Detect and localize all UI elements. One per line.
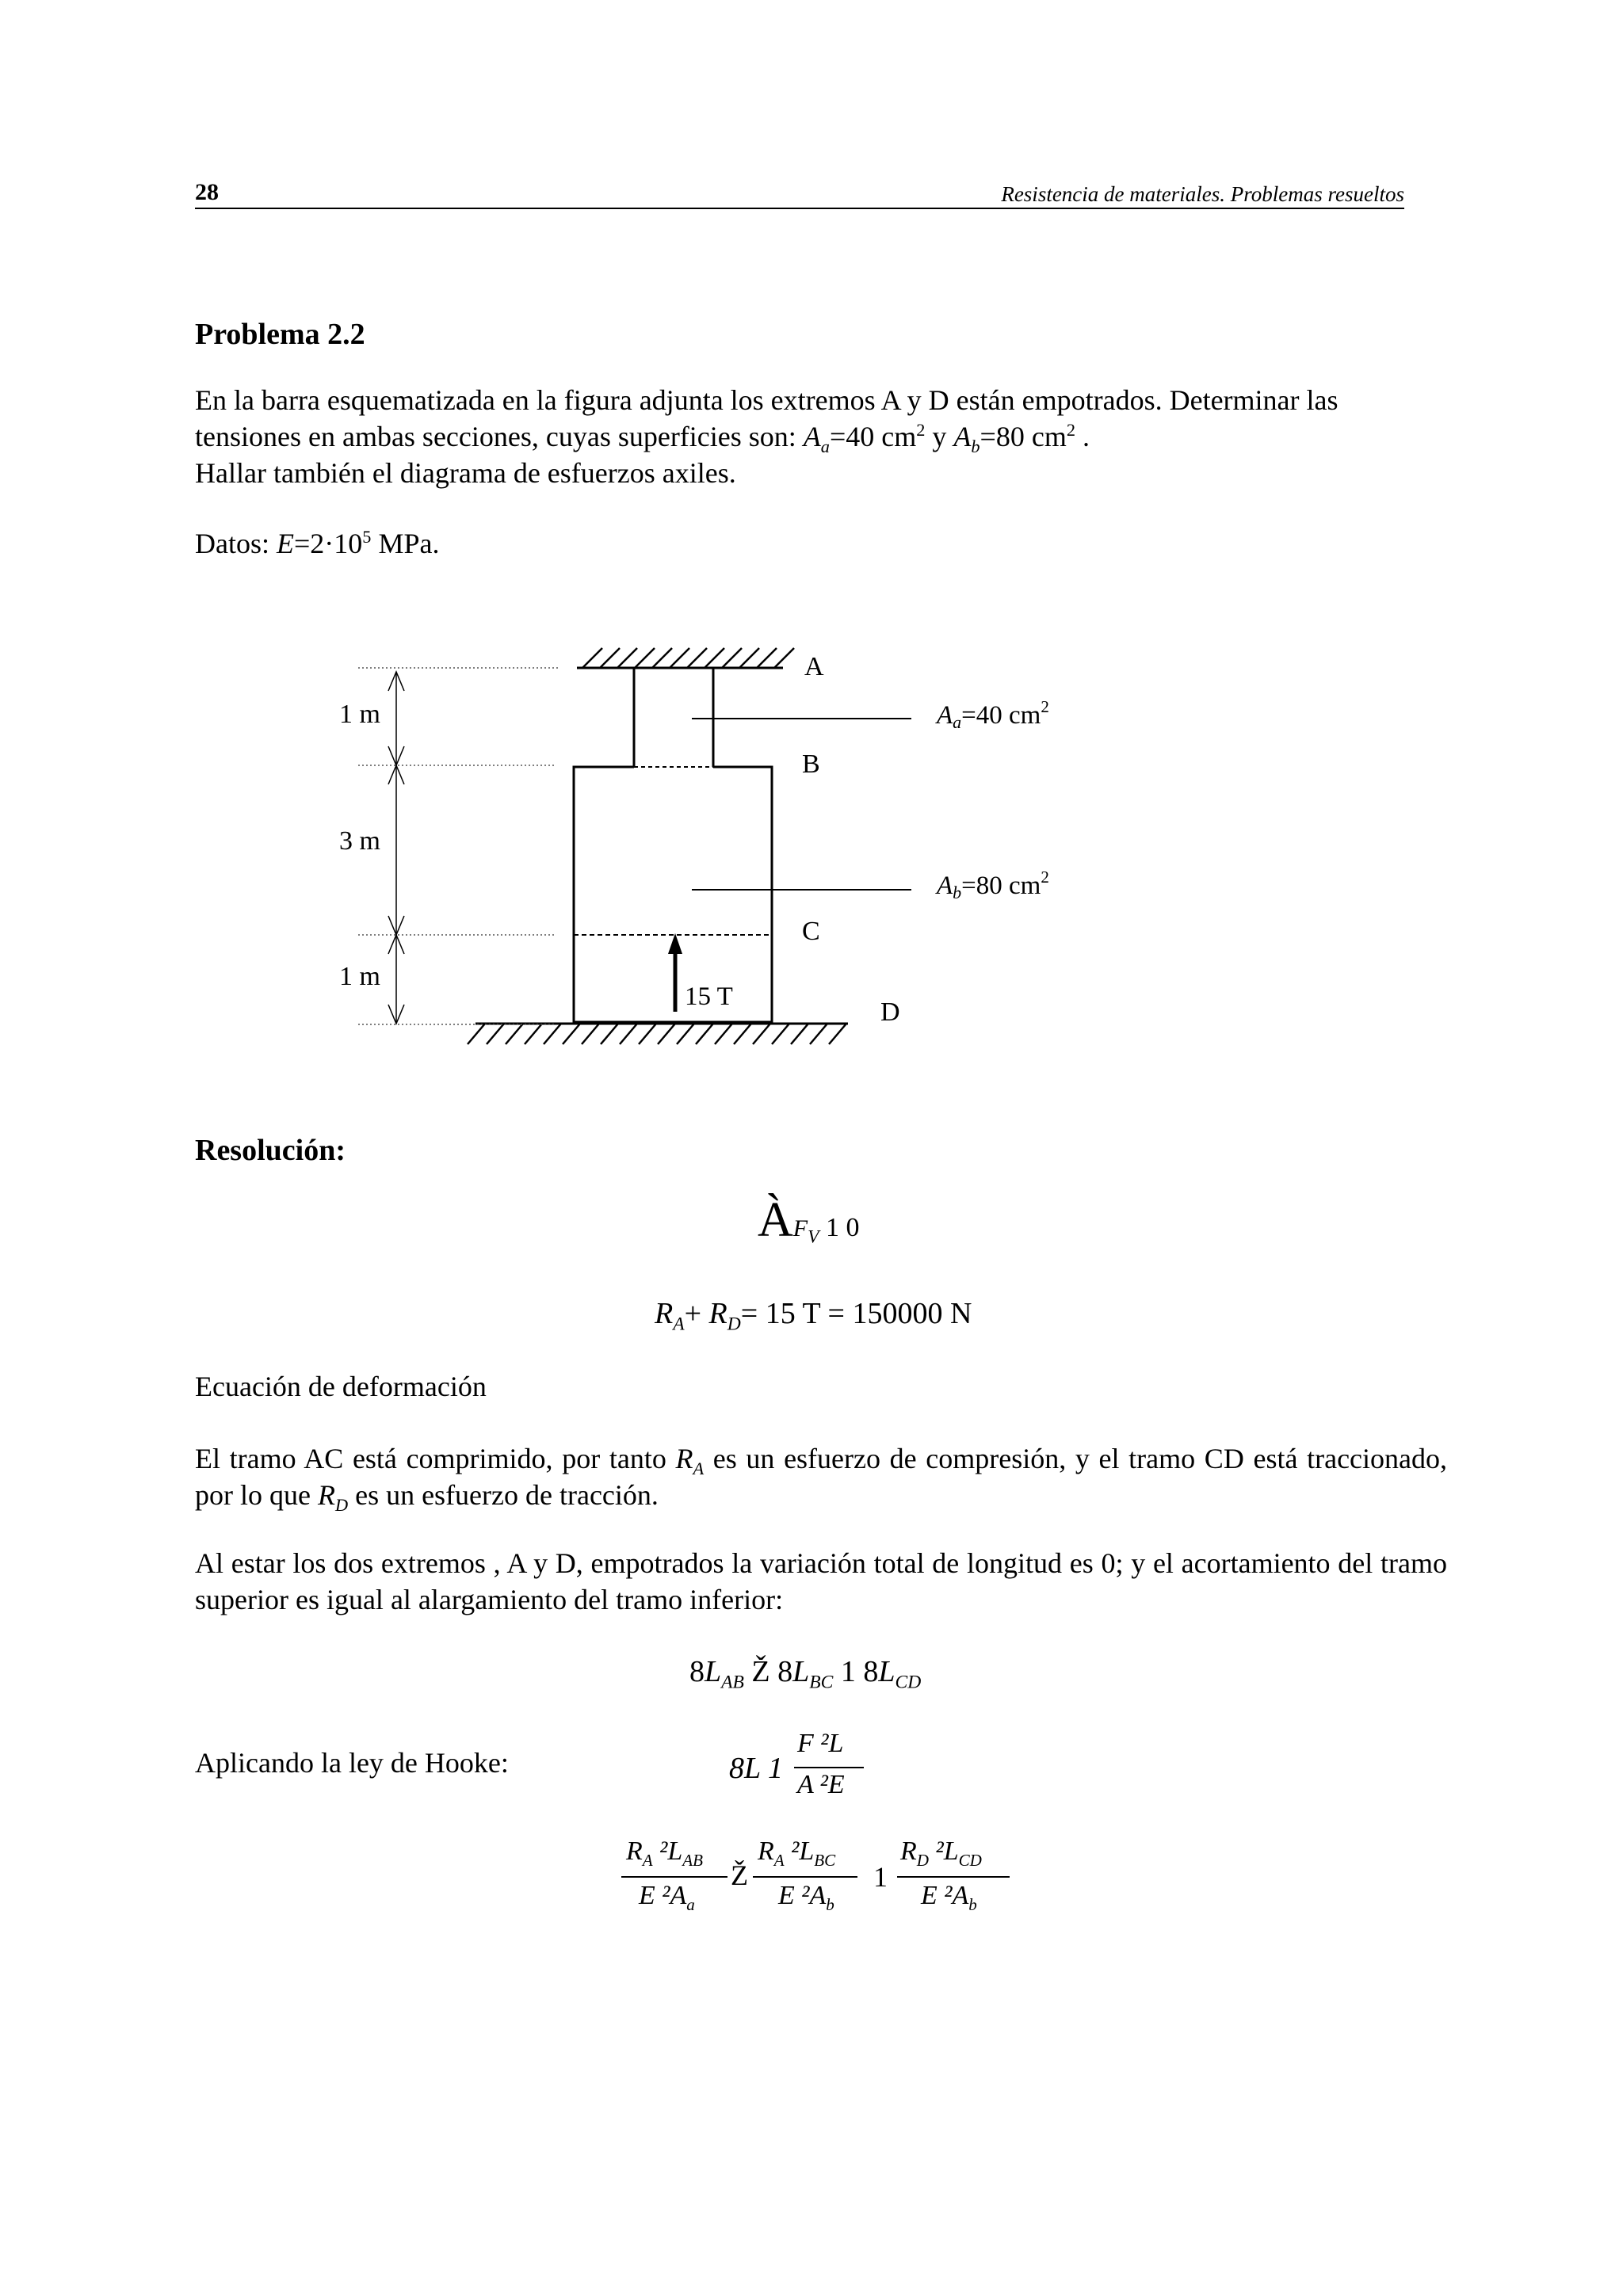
force-arrow-head bbox=[668, 933, 682, 954]
frac-op-2: 1 bbox=[873, 1861, 888, 1893]
data-line: Datos: $E=2\cdot 10^5$ MPa. bbox=[195, 527, 440, 559]
dimension-1m-top: 1 m bbox=[339, 700, 380, 729]
bar-figure bbox=[317, 634, 1109, 1077]
hooke-lhs: 8L 1 bbox=[729, 1752, 783, 1785]
label-d: D bbox=[880, 997, 900, 1027]
header-rule bbox=[195, 208, 1404, 209]
paragraph-compression: El tramo AC está comprimido, por tanto $R_A$ es un esfuerzo de compresión, y el tramo CD está traccionado, por lo que $R_D$ es un esfuerzo de tracción. bbox=[195, 1443, 1448, 1516]
force-label: 15 T bbox=[685, 982, 733, 1011]
frac3-denominator: E $^2A_b$ bbox=[921, 1881, 977, 1914]
dimension-reference-lines bbox=[358, 668, 559, 1024]
frac2-numerator: $R_A$ $^2L_{BC}$ bbox=[758, 1836, 836, 1870]
reaction-sum-equation: $R_A+ R_D= 15$ T = 150000 N bbox=[655, 1297, 972, 1335]
deformation-equation: $8L_{AB}$ Ž $8L_{BC}$ 1 $8L_{CD}$ bbox=[689, 1655, 922, 1693]
frac2-bar bbox=[753, 1876, 857, 1878]
label-c: C bbox=[802, 917, 820, 946]
problem-statement bbox=[195, 382, 1447, 491]
frac3-numerator: $R_D$ $^2L_{CD}$ bbox=[900, 1836, 982, 1870]
label-a: A bbox=[804, 652, 824, 681]
deformation-title: Ecuación de deformación bbox=[195, 1371, 487, 1402]
statement-line-1: En la barra esquematizada en la figura adjunta los extremos A y D están empotrados. Determinar las bbox=[195, 384, 1338, 416]
hooke-formula bbox=[729, 1729, 872, 1822]
page-number: 28 bbox=[195, 179, 219, 205]
area-b-label: Ab=80 $cm^2$ bbox=[937, 868, 1049, 902]
section-bd-outline bbox=[574, 767, 772, 1022]
top-wall-hatch bbox=[582, 648, 794, 668]
statement-line-3: Hallar también el diagrama de esfuerzos axiles. bbox=[195, 457, 736, 489]
hooke-fraction-bar bbox=[794, 1767, 864, 1768]
area-a-label: Aa=40 $cm^2$ bbox=[937, 697, 1049, 732]
dimension-3m: 3 m bbox=[339, 826, 380, 856]
frac1-numerator: $R_A$ $^2L_{AB}$ bbox=[626, 1836, 704, 1870]
running-header-title: Resistencia de materiales. Problemas resueltos bbox=[1001, 182, 1404, 206]
equilibrium-equation: $ÀF_V$ 1 0 bbox=[758, 1193, 860, 1248]
label-b: B bbox=[802, 749, 820, 779]
frac1-denominator: E $^2A_a$ bbox=[639, 1881, 695, 1914]
problem-title: Problema 2.2 bbox=[195, 318, 365, 351]
frac-op-1: Ž bbox=[731, 1859, 748, 1891]
resolution-title: Resolución: bbox=[195, 1134, 346, 1167]
hooke-equation bbox=[621, 1836, 1033, 1932]
paragraph-fixed-ends: Al estar los dos extremos , A y D, empotrados la variación total de longitud es 0; y el acortamiento del tramo superior es igual al alargamiento del tramo inferior: bbox=[195, 1547, 1447, 1615]
bottom-wall-hatch bbox=[468, 1024, 846, 1044]
hooke-denominator: A ²E bbox=[797, 1770, 845, 1799]
frac2-denominator: E $^2A_b$ bbox=[778, 1881, 834, 1914]
dimension-1m-bottom: 1 m bbox=[339, 962, 380, 991]
frac3-bar bbox=[897, 1876, 1010, 1878]
hooke-label: Aplicando la ley de Hooke: bbox=[195, 1747, 509, 1779]
statement-line-2: tensiones en ambas secciones, cuyas superficies son: $A_a=40$ $cm^2$ y $A_b=80$ $cm^2$ . bbox=[195, 420, 1090, 457]
hooke-numerator: F ²L bbox=[797, 1729, 844, 1758]
frac1-bar bbox=[621, 1876, 727, 1878]
